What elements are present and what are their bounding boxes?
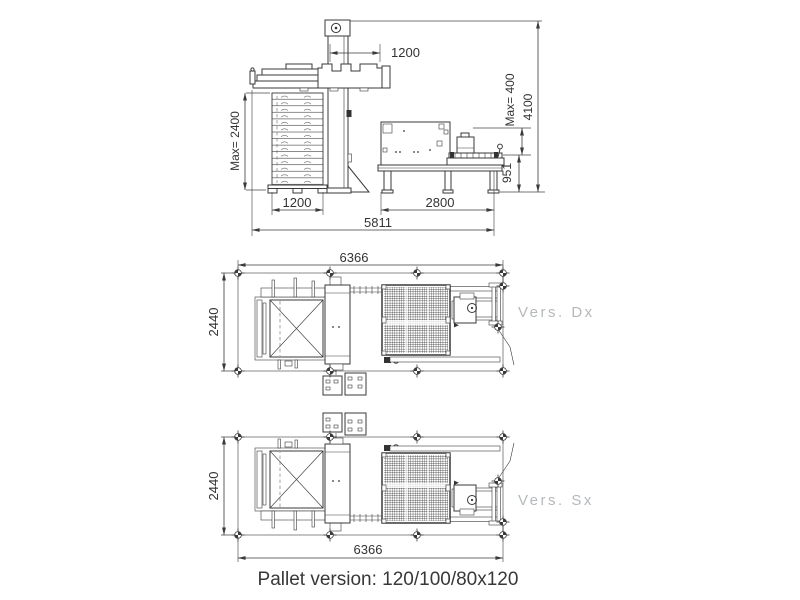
- dim-product-max-height: Max= 400: [503, 73, 517, 127]
- plan-view-dx: [206, 250, 595, 395]
- dim-dx-overall-width: 2440: [206, 307, 221, 337]
- plan-machine-sx: [232, 413, 515, 542]
- dim-pallet-length: 1200: [282, 195, 312, 210]
- version-label-sx: Vers. Sx: [518, 492, 594, 509]
- tray-stack: [268, 93, 327, 193]
- dim-total-height: 4100: [521, 93, 535, 121]
- page-caption: Pallet version: 120/100/80x120: [257, 569, 519, 590]
- dim-infeed-length: 2800: [425, 195, 455, 210]
- plan-view-sx: [206, 413, 594, 562]
- dim-sx-overall-width: 2440: [206, 471, 221, 501]
- dim-total-length: 5811: [364, 215, 392, 230]
- version-label-dx: Vers. Dx: [518, 304, 595, 321]
- dim-conveyor-height: 951: [500, 162, 514, 184]
- dim-sx-overall-length: 6366: [353, 542, 383, 557]
- dim-dx-overall-length: 6366: [339, 250, 369, 265]
- carriage-head: [250, 64, 390, 91]
- elevation-view: [228, 20, 545, 236]
- dim-stack-max-height: Max= 2400: [228, 111, 242, 171]
- plan-machine-dx: [232, 267, 515, 396]
- dim-arm-stroke: 1200: [391, 45, 420, 60]
- infeed-conveyor: [378, 122, 504, 193]
